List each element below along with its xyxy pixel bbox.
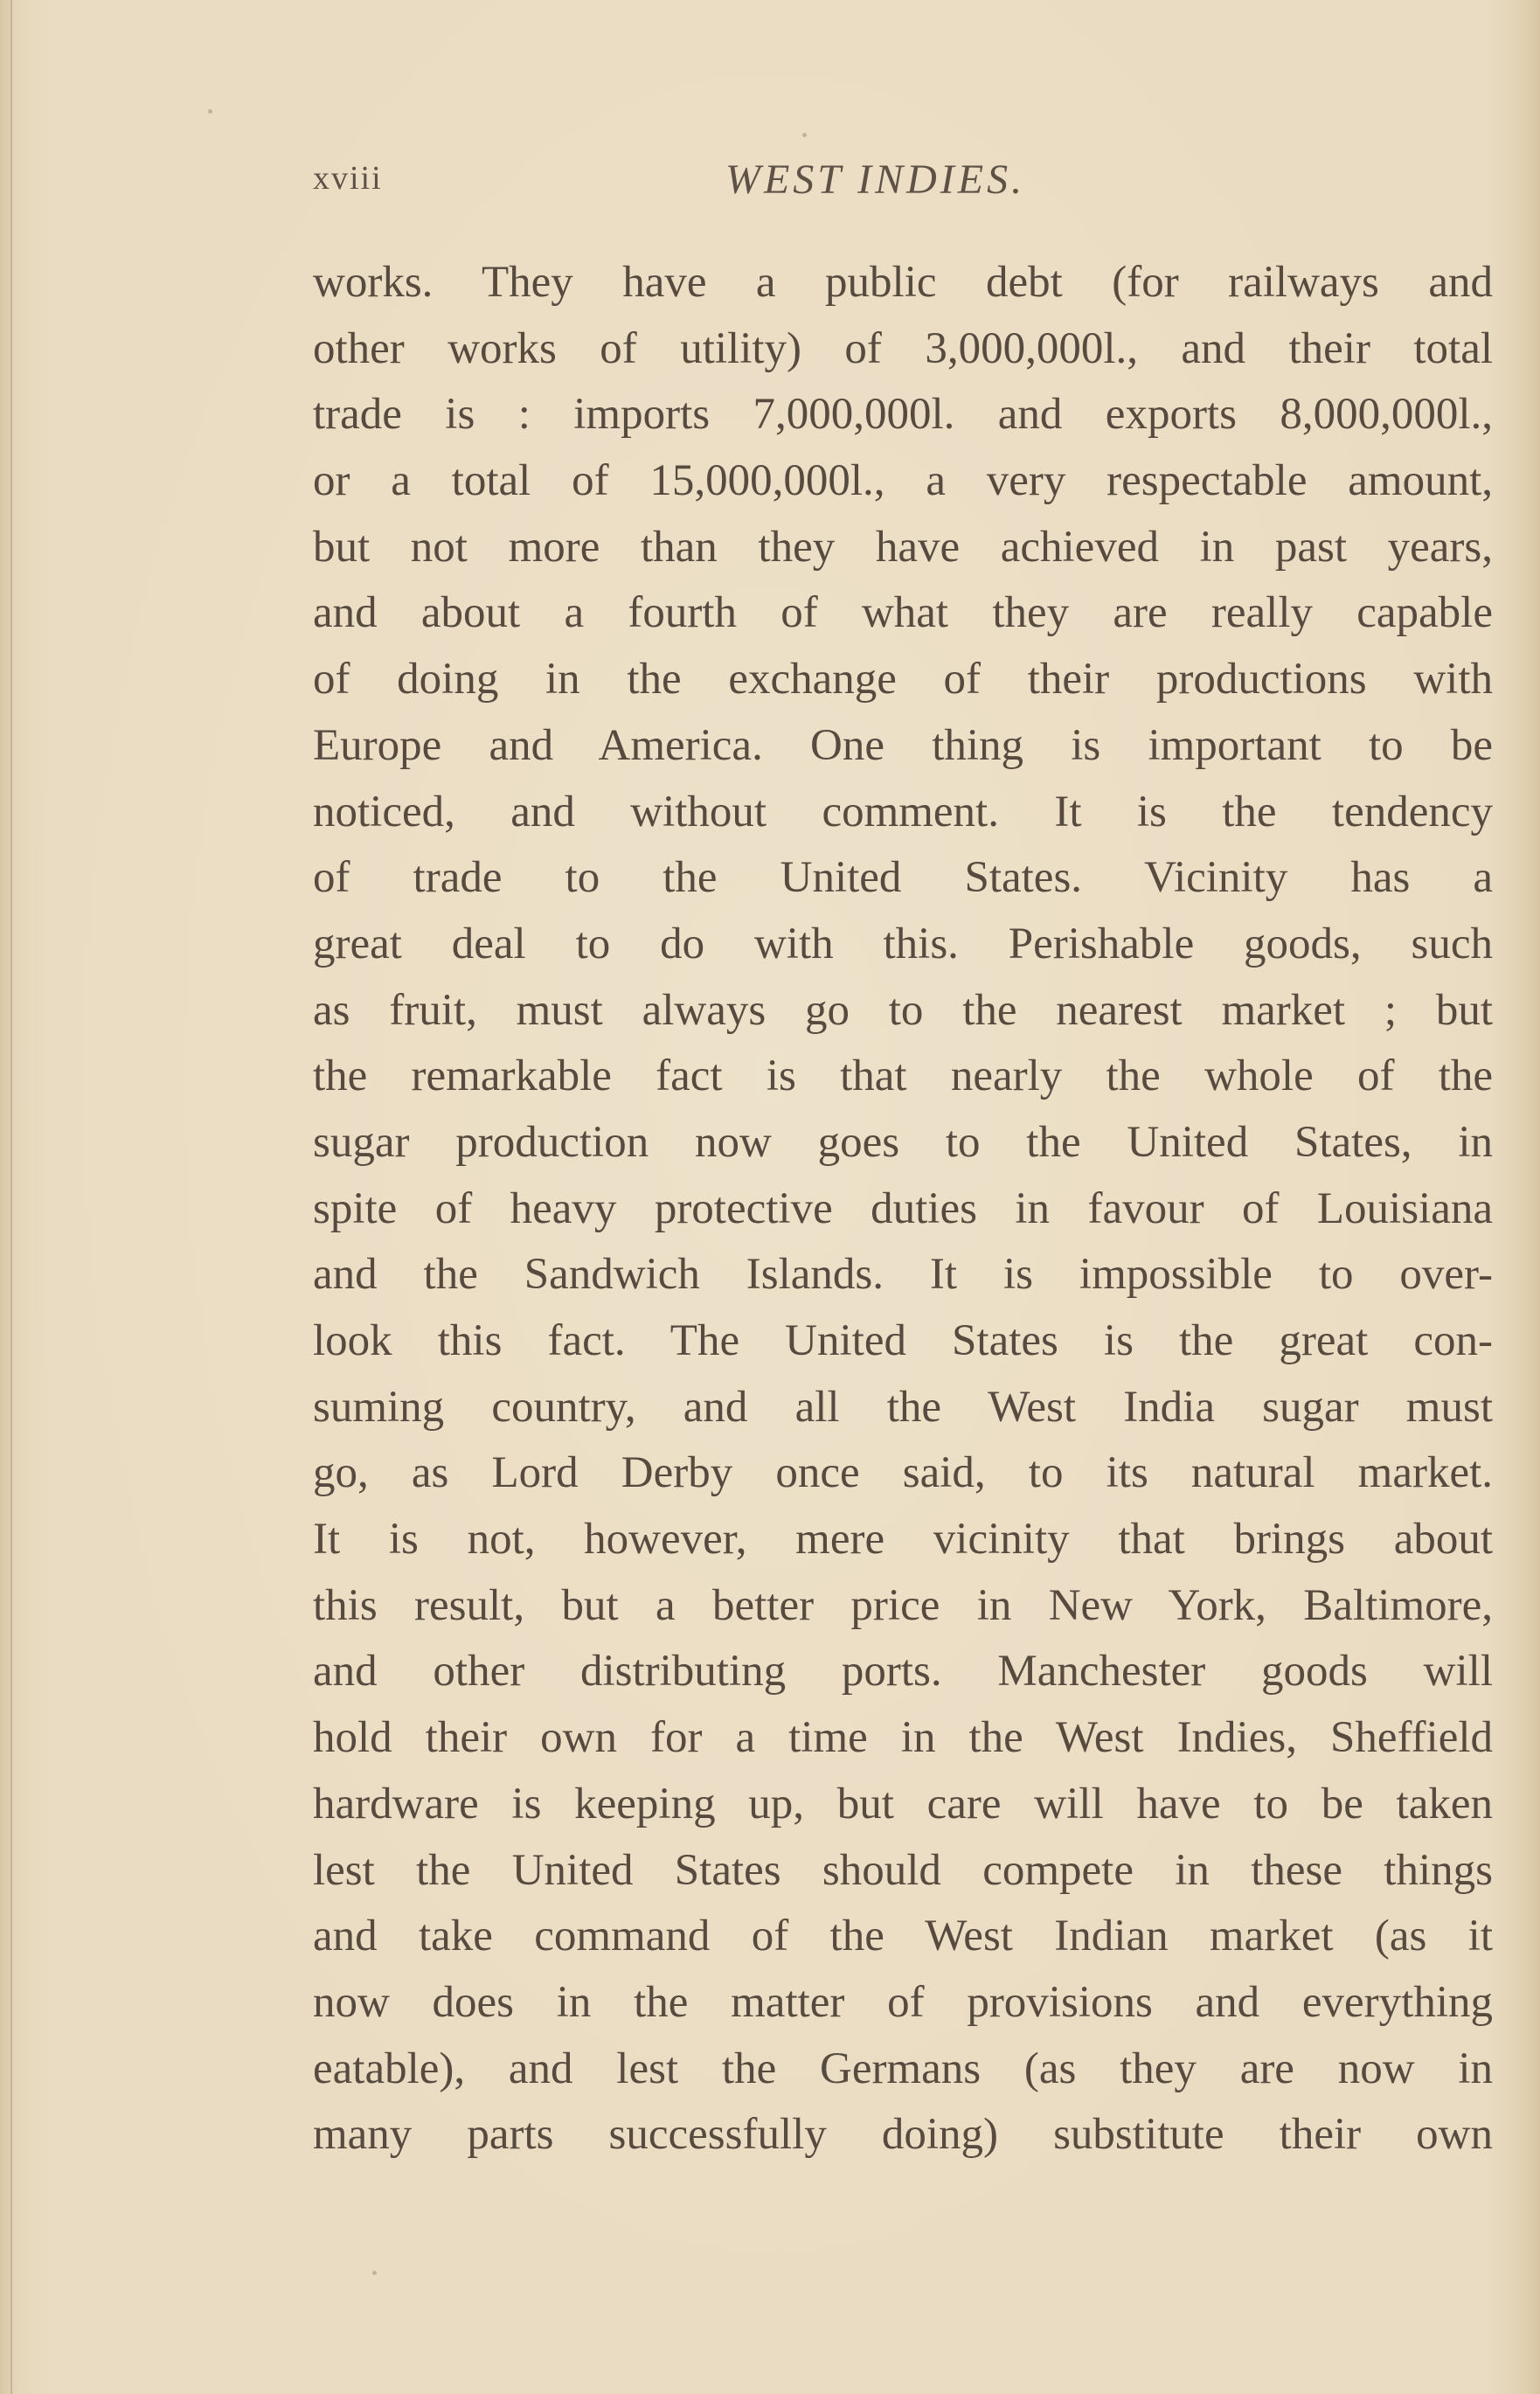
text-line: spite of heavy protective duties in favour of Louisiana xyxy=(313,1183,1493,1233)
running-title: WEST INDIES. xyxy=(725,156,1026,203)
text-line: It is not, however, mere vicinity that brings about xyxy=(313,1515,1493,1565)
text-line: hardware is keeping up, but care will have to be taken xyxy=(313,1779,1493,1828)
paper-speck xyxy=(208,109,212,114)
text-line: noticed, and without comment. It is the tendency xyxy=(313,787,1493,836)
text-line: of trade to the United States. Vicinity has a xyxy=(313,853,1493,903)
text-line: this result, but a better price in New York, Baltimore, xyxy=(313,1580,1493,1630)
text-line: and other distributing ports. Manchester goods will xyxy=(313,1647,1493,1697)
paper-speck xyxy=(372,2271,377,2275)
page-header xyxy=(313,156,1493,208)
text-line: works. They have a public debt (for railways and xyxy=(313,258,1493,307)
paper-speck xyxy=(802,133,807,137)
text-line: and about a fourth of what they are really capable xyxy=(313,588,1493,638)
text-line: lest the United States should compete in these things xyxy=(313,1845,1493,1895)
text-line: other works of utility) of 3,000,000l., and their total xyxy=(313,323,1493,373)
text-line: the remarkable fact is that nearly the whole of the xyxy=(313,1051,1493,1101)
text-line: hold their own for a time in the West Indies, Sheffield xyxy=(313,1713,1493,1763)
text-line: eatable), and lest the Germans (as they are now in xyxy=(313,2044,1493,2093)
text-line: and take command of the West Indian market (as it xyxy=(313,1912,1493,1961)
text-line: or a total of 15,000,000l., a very respectable amount, xyxy=(313,456,1493,506)
text-line: as fruit, must always go to the nearest market ; but xyxy=(313,985,1493,1035)
text-line: of doing in the exchange of their productions with xyxy=(313,655,1493,704)
text-line: go, as Lord Derby once said, to its natural market. xyxy=(313,1448,1493,1498)
text-line: but not more than they have achieved in past years, xyxy=(313,522,1493,572)
text-line: look this fact. The United States is the great con- xyxy=(313,1316,1493,1365)
text-line: suming country, and all the West India sugar must xyxy=(313,1382,1493,1432)
text-line: great deal to do with this. Perishable goods, such xyxy=(313,919,1493,968)
text-line: sugar production now goes to the United States, in xyxy=(313,1117,1493,1167)
page-number: xviii xyxy=(313,160,383,197)
text-line: many parts successfully doing) substitute their own xyxy=(313,2110,1493,2160)
text-line: and the Sandwich Islands. It is impossible to over- xyxy=(313,1250,1493,1300)
body-text xyxy=(313,250,1493,2168)
text-line: now does in the matter of provisions and everything xyxy=(313,1977,1493,2027)
text-line: Europe and America. One thing is important to be xyxy=(313,720,1493,770)
page-binding-edge xyxy=(10,0,12,2394)
text-line: trade is : imports 7,000,000l. and exports 8,000,000l., xyxy=(313,390,1493,440)
